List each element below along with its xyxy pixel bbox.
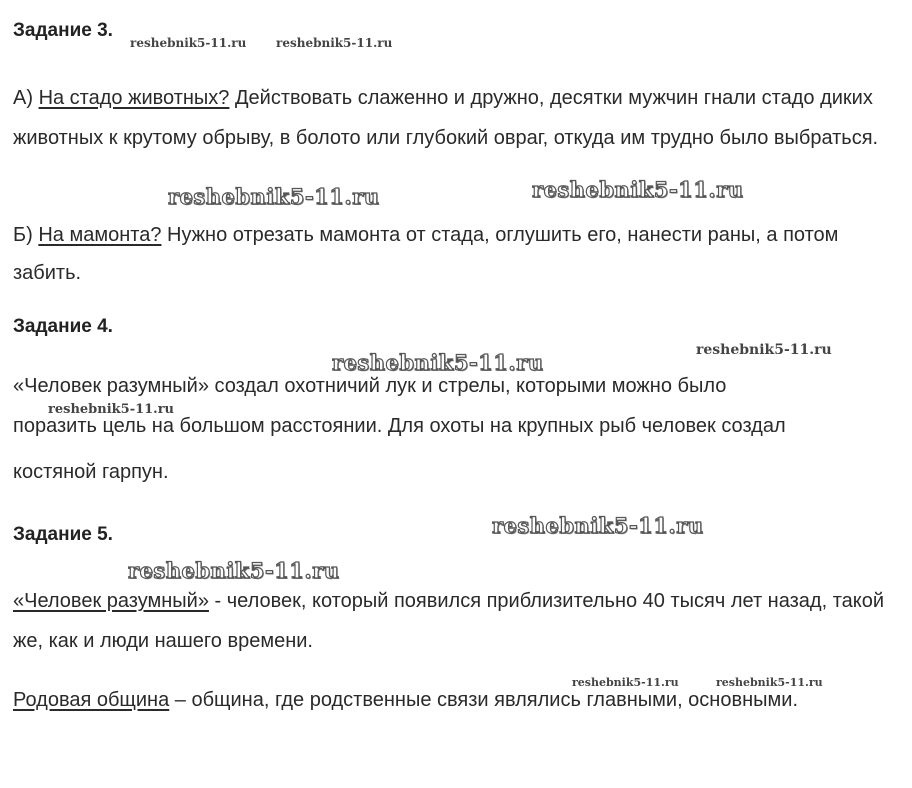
watermark: reshebnik5-11.ru (332, 350, 544, 375)
definition-clan-community: – община, где родственные связи являлись главными, основными. (169, 689, 798, 711)
watermark: reshebnik5-11.ru (716, 676, 823, 689)
watermark: reshebnik5-11.ru (168, 184, 380, 209)
answer-b-question: На мамонта? (38, 224, 162, 246)
term-clan-community: Родовая община (13, 689, 170, 711)
watermark: reshebnik5-11.ru (48, 402, 175, 417)
definition-homo-sapiens: - человек, который появился приблизительно 40 тысяч лет назад, такой же, как и люди нашего времени. (13, 590, 885, 652)
task5-definition-1 (13, 581, 905, 661)
task4-line-1: «Человек разумный» создал охотничий лук и стрелы, которыми можно было (13, 375, 727, 397)
task3-answer-b (13, 216, 905, 292)
answer-a-text: Действовать слаженно и дружно, десятки мужчин гнали стадо диких животных к крутому обрыву, в болото или глубокий овраг, откуда им трудно было выбраться. (13, 87, 879, 149)
watermark: reshebnik5-11.ru (128, 558, 340, 583)
answer-a-question: На стадо животных? (38, 87, 230, 109)
watermark: reshebnik5-11.ru (492, 513, 704, 538)
answer-a-prefix: А) (13, 87, 39, 109)
task5-definition-2 (13, 680, 905, 720)
watermark: reshebnik5-11.ru (532, 177, 744, 202)
task4-line-3: костяной гарпун. (13, 461, 169, 483)
answer-b-prefix: Б) (13, 224, 39, 246)
task3-heading: Задание 3. (13, 20, 113, 41)
watermark: reshebnik5-11.ru (276, 36, 393, 50)
watermark: reshebnik5-11.ru (572, 676, 679, 689)
watermark: reshebnik5-11.ru (696, 342, 832, 358)
task5-heading: Задание 5. (13, 524, 113, 545)
task3-answer-a (13, 78, 905, 158)
term-homo-sapiens: «Человек разумный» (13, 590, 209, 612)
watermark: reshebnik5-11.ru (130, 36, 247, 50)
answer-b-text: Нужно отрезать мамонта от стада, оглушить его, нанести раны, а потом забить. (13, 224, 839, 284)
task4-heading: Задание 4. (13, 316, 113, 337)
task4-line-2: поразить цель на большом расстоянии. Для охоты на крупных рыб человек создал (13, 415, 786, 437)
